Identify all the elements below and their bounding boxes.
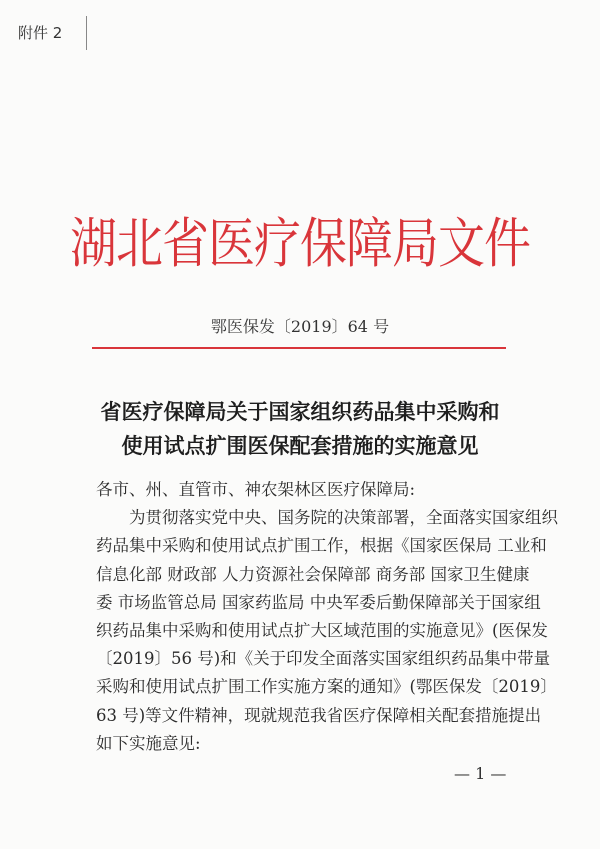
document-body xyxy=(96,476,558,758)
body-line: 63 号)等文件精神，现就规范我省医疗保障相关配套措施提出 xyxy=(96,705,542,725)
attachment-label: 附件 2 xyxy=(18,24,63,42)
body-line: 如下实施意见: xyxy=(96,733,201,753)
body-line: 各市、州、直管市、神农架林区医疗保障局: xyxy=(96,480,416,499)
body-line: 信息化部 财政部 人力资源社会保障部 商务部 国家卫生健康 xyxy=(96,564,530,584)
body-line: 为贯彻落实党中央、国务院的决策部署，全面落实国家组织 xyxy=(96,508,558,528)
document-title-line-2: 使用试点扩围医保配套措施的实施意见 xyxy=(121,433,479,458)
divider xyxy=(86,16,87,50)
body-line: 〔2019〕56 号)和《关于印发全面落实国家组织药品集中带量 xyxy=(96,649,551,669)
body-line: 药品集中采购和使用试点扩围工作，根据《国家医保局 工业和 xyxy=(96,536,547,556)
body-line: 织药品集中采购和使用试点扩大区域范围的实施意见》(医保发 xyxy=(96,621,548,641)
issuer-title: 湖北省医疗保障局文件 xyxy=(70,212,530,276)
page-number: — 1 — xyxy=(454,764,507,783)
document-number: 鄂医保发〔2019〕64 号 xyxy=(210,317,390,336)
red-divider xyxy=(92,347,506,349)
body-line: 委 市场监管总局 国家药监局 中央军委后勤保障部关于国家组 xyxy=(96,592,541,612)
document-title-line-1: 省医疗保障局关于国家组织药品集中采购和 xyxy=(100,399,500,424)
body-line: 采购和使用试点扩围工作实施方案的通知》(鄂医保发〔2019〕 xyxy=(96,677,557,697)
